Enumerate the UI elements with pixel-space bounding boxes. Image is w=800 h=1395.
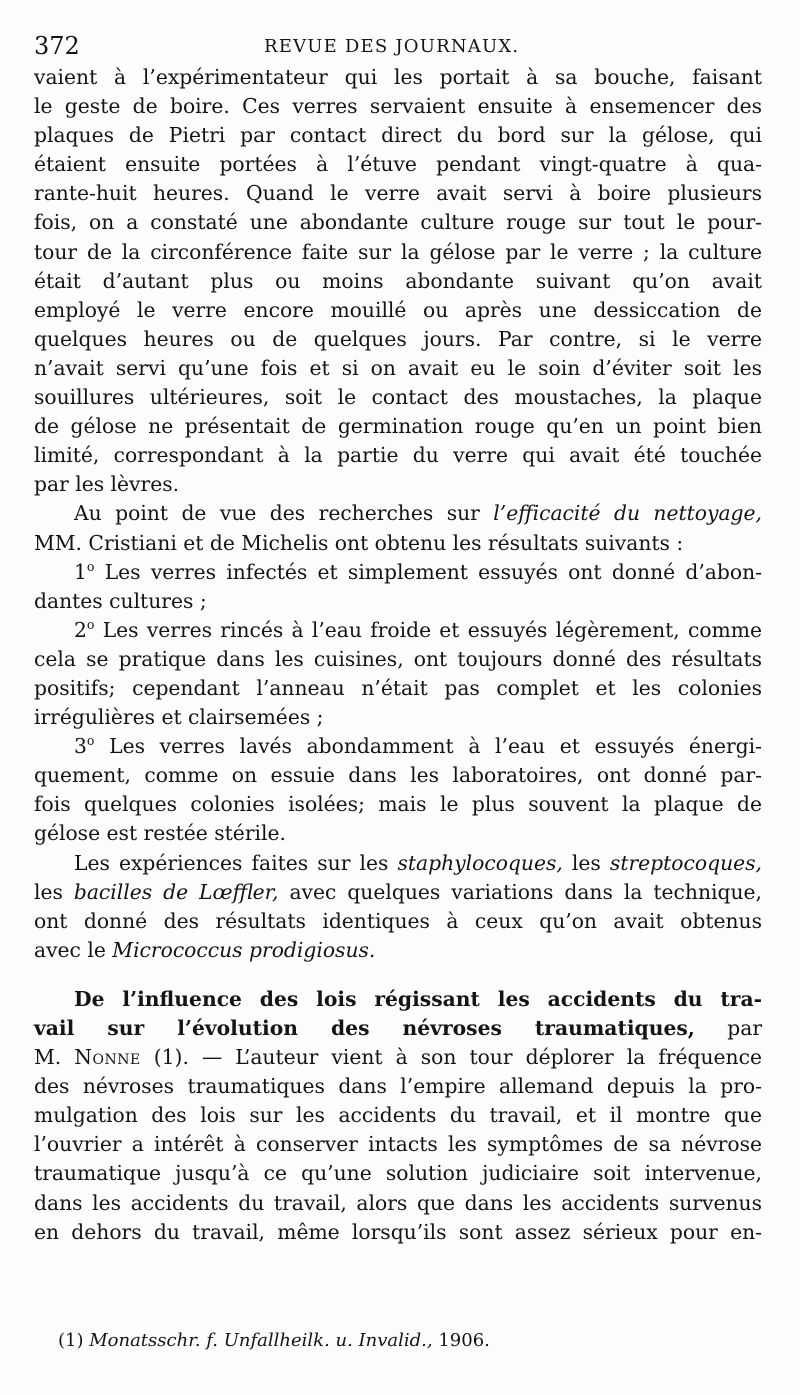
text-run: Au point de vue des recherches sur bbox=[74, 501, 494, 526]
text-line bbox=[34, 1043, 762, 1072]
text-line bbox=[34, 819, 762, 848]
text-line bbox=[34, 1101, 762, 1130]
italic-text: Monatsschr. f. Unfallheilk. u. Invalid., bbox=[89, 1330, 433, 1351]
text-run: avec le bbox=[34, 937, 113, 962]
text-line bbox=[34, 441, 762, 470]
text-run: mulgation des lois sur les accidents du travail, et il montre que bbox=[34, 1103, 762, 1128]
text-run: quement, comme on essuie dans les laboratoires, ont donné par- bbox=[34, 763, 762, 788]
text-line bbox=[34, 529, 762, 558]
footnote bbox=[58, 1330, 490, 1351]
section-gap bbox=[34, 965, 762, 985]
text-line bbox=[34, 208, 762, 237]
text-run: (1). — L’auteur vient à son tour déplorer la fréquence bbox=[140, 1045, 762, 1070]
text-run: cela se pratique dans les cuisines, ont toujours donné des résultats bbox=[34, 646, 762, 671]
text-run: o bbox=[86, 617, 95, 633]
text-run: 3 bbox=[74, 734, 87, 759]
text-run: n’avait servi qu’une fois et si on avait eu le soin d’éviter soit les bbox=[34, 355, 762, 380]
italic-text: bacilles de Lœffler, bbox=[73, 879, 279, 904]
text-line bbox=[34, 703, 762, 732]
text-line bbox=[34, 238, 762, 267]
text-run: était d’autant plus ou moins abondante suivant qu’on avait bbox=[34, 268, 762, 293]
text-run: 2 bbox=[74, 617, 87, 642]
italic-text: l’efficacité du nettoyage, bbox=[493, 501, 762, 526]
bold-text: De l’influence des lois régissant les accidents du tra- bbox=[74, 986, 762, 1011]
text-line bbox=[34, 296, 762, 325]
bold-text: vail sur l’évolution des névroses traumatiques, bbox=[34, 1016, 695, 1040]
text-run: irrégulières et clairsemées ; bbox=[34, 705, 324, 730]
text-run: les bbox=[34, 879, 74, 904]
text-run: Les verres infectés et simplement essuyés ont donné d’abon- bbox=[94, 559, 762, 584]
text-run: fois, on a constaté une abondante culture rouge sur tout le pour- bbox=[34, 210, 762, 235]
text-run: positifs; cependant l’anneau n’était pas complet et les colonies bbox=[34, 675, 762, 700]
text-line bbox=[34, 878, 762, 907]
text-line bbox=[34, 1189, 762, 1218]
text-line bbox=[34, 1218, 762, 1247]
text-line bbox=[34, 1014, 762, 1043]
text-run: Les expériences faites sur les bbox=[74, 850, 398, 875]
text-run: o bbox=[86, 558, 95, 574]
text-run: ont donné des résultats identiques à ceux qu’on avait obtenus bbox=[34, 908, 762, 933]
text-run: fois quelques colonies isolées; mais le plus souvent la plaque de bbox=[34, 792, 762, 817]
text-line bbox=[34, 499, 762, 528]
text-line bbox=[34, 907, 762, 936]
text-line bbox=[34, 616, 762, 645]
text-run: dans les accidents du travail, alors que dans les accidents survenus bbox=[34, 1190, 762, 1215]
text-run: vaient à l’expérimentateur qui les portait à sa bouche, faisant bbox=[34, 65, 762, 89]
text-line bbox=[34, 267, 762, 296]
text-run: gélose est restée stérile. bbox=[34, 821, 286, 846]
text-run: de gélose ne présentait de germination rouge qu’en un point bien bbox=[34, 414, 762, 439]
text-line bbox=[34, 179, 762, 208]
running-title: REVUE DES JOURNAUX. bbox=[264, 36, 520, 57]
italic-text: Micrococcus prodigiosus. bbox=[112, 937, 376, 962]
text-run: 1 bbox=[74, 559, 87, 584]
text-run: Nonne bbox=[74, 1045, 141, 1070]
text-run: (1) bbox=[58, 1330, 90, 1351]
text-run: le geste de boire. Ces verres servaient ensuite à ensemencer des bbox=[34, 94, 762, 119]
text-run: par bbox=[694, 1016, 763, 1040]
text-run: quelques heures ou de quelques jours. Par contre, si le verre bbox=[34, 326, 762, 351]
text-line bbox=[34, 63, 762, 92]
text-run: avec quelques variations dans la technique, bbox=[278, 879, 762, 904]
text-line bbox=[34, 92, 762, 121]
body-text bbox=[34, 63, 762, 1247]
text-run: par les lèvres. bbox=[34, 472, 180, 497]
text-run: Les verres lavés abondamment à l’eau et essuyés énergi- bbox=[94, 734, 762, 759]
text-run: o bbox=[86, 733, 95, 749]
text-run: en dehors du travail, même lorsqu’ils sont assez sérieux pour en- bbox=[34, 1219, 762, 1244]
text-line bbox=[34, 674, 762, 703]
text-run: 1906. bbox=[432, 1330, 490, 1351]
text-line bbox=[34, 121, 762, 150]
text-line bbox=[34, 790, 762, 819]
text-run: les bbox=[562, 850, 610, 875]
text-line bbox=[34, 761, 762, 790]
text-run: dantes cultures ; bbox=[34, 588, 207, 613]
text-line bbox=[34, 1130, 762, 1159]
text-line bbox=[34, 1072, 762, 1101]
text-line bbox=[34, 558, 762, 587]
text-run: M. bbox=[34, 1045, 75, 1070]
italic-text: staphylocoques, bbox=[397, 850, 563, 875]
text-line bbox=[34, 587, 762, 616]
text-line bbox=[34, 645, 762, 674]
text-line bbox=[34, 732, 762, 761]
text-run: rante-huit heures. Quand le verre avait servi à boire plusieurs bbox=[34, 181, 762, 206]
text-run: tour de la circonférence faite sur la gélose par le verre ; la culture bbox=[34, 239, 762, 264]
text-line bbox=[34, 936, 762, 965]
text-line bbox=[34, 150, 762, 179]
text-run: des névroses traumatiques dans l’empire allemand depuis la pro- bbox=[34, 1074, 762, 1099]
page-header bbox=[34, 30, 760, 66]
text-line bbox=[34, 1159, 762, 1188]
text-line bbox=[34, 470, 762, 499]
text-run: étaient ensuite portées à l’étuve pendant vingt-quatre à qua- bbox=[34, 152, 762, 177]
text-line bbox=[34, 383, 762, 412]
text-line bbox=[34, 325, 762, 354]
text-line bbox=[34, 985, 762, 1014]
text-run: MM. Cristiani et de Michelis ont obtenu les résultats suivants : bbox=[34, 530, 684, 555]
text-run: employé le verre encore mouillé ou après une dessiccation de bbox=[34, 297, 762, 322]
text-run: Les verres rincés à l’eau froide et essuyés légèrement, comme bbox=[94, 617, 762, 642]
text-run: limité, correspondant à la partie du verre qui avait été touchée bbox=[34, 443, 762, 468]
text-run: plaques de Pietri par contact direct du bord sur la gélose, qui bbox=[34, 123, 762, 148]
text-line bbox=[34, 354, 762, 383]
page-number: 372 bbox=[34, 32, 80, 60]
text-run: traumatique jusqu’à ce qu’une solution judiciaire soit intervenue, bbox=[34, 1161, 762, 1186]
italic-text: streptocoques, bbox=[609, 850, 762, 875]
text-line bbox=[34, 412, 762, 441]
text-run: souillures ultérieures, soit le contact des moustaches, la plaque bbox=[34, 385, 762, 410]
text-line bbox=[34, 849, 762, 878]
text-run: l’ouvrier a intérêt à conserver intacts les symptômes de sa névrose bbox=[34, 1132, 762, 1157]
